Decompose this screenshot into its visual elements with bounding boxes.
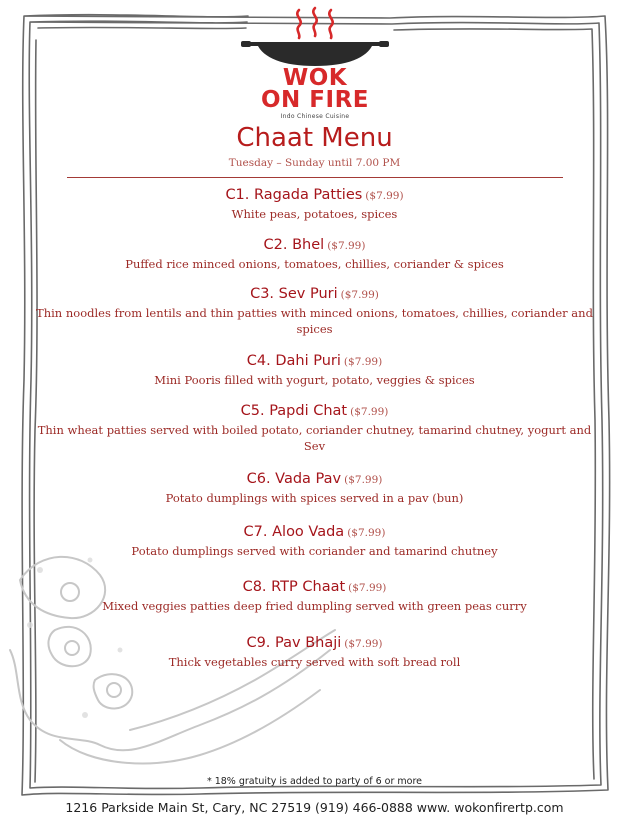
menu-item-name: C7. Aloo Vada <box>243 524 345 540</box>
menu-item-c3 <box>30 285 599 337</box>
menu-item-title <box>30 470 599 489</box>
gratuity-note: * 18% gratuity is added to party of 6 or more <box>206 776 423 787</box>
menu-item-price: ($7.99) <box>344 474 383 486</box>
menu-item-price: ($7.99) <box>327 240 366 252</box>
menu-item-name: C4. Dahi Puri <box>246 353 341 369</box>
logo-tagline: Indo Chinese Cuisine <box>280 113 350 120</box>
menu-item-price: ($7.99) <box>343 356 383 368</box>
menu-item-name: C2. Bhel <box>263 237 325 253</box>
menu-item-price: ($7.99) <box>348 582 387 594</box>
menu-item-c7 <box>30 523 599 559</box>
menu-item-description: White peas, potatoes, spices <box>231 207 398 221</box>
menu-item-title <box>30 186 599 205</box>
menu-item-title <box>30 285 599 304</box>
menu-item-description: Puffed rice minced onions, tomatoes, chillies, coriander & spices <box>125 257 504 271</box>
menu-item-description: Thick vegetables curry served with soft bread roll <box>168 655 461 669</box>
menu-item-price: ($7.99) <box>350 406 389 418</box>
menu-item-name: C9. Pav Bhaji <box>246 635 342 651</box>
menu-item-name: C8. RTP Chaat <box>242 579 346 595</box>
menu-item-title <box>30 352 599 371</box>
menu-item-c5 <box>30 402 599 454</box>
footer-address: 1216 Parkside Main St, Cary, NC 27519 (919) 466-0888 www. wokonfirertp.com <box>65 800 564 815</box>
menu-item-name: C6. Vada Pav <box>246 471 342 487</box>
menu-item-title <box>30 578 599 597</box>
menu-item-price: ($7.99) <box>340 289 379 301</box>
menu-item-c8 <box>30 578 599 614</box>
menu-item-title <box>30 523 599 542</box>
menu-item-description: Potato dumplings served with coriander and tamarind chutney <box>131 544 498 558</box>
menu-item-title <box>30 402 599 421</box>
menu-item-title <box>30 236 599 255</box>
menu-item-c1 <box>30 186 599 222</box>
menu-item-c6 <box>30 470 599 506</box>
menu-item-description: Thin wheat patties served with boiled potato, coriander chutney, tamarind chutney, yogurt and Sev <box>37 423 592 453</box>
menu-hours: Tuesday – Sunday until 7.00 PM <box>228 157 401 169</box>
menu-item-price: ($7.99) <box>347 527 386 539</box>
menu-item-price: ($7.99) <box>344 638 383 650</box>
menu-item-price: ($7.99) <box>365 190 404 202</box>
logo-line-on-fire: ON FIRE <box>261 87 369 113</box>
menu-title: Chaat Menu <box>236 123 393 153</box>
menu-item-description: Mixed veggies patties deep fried dumpling served with green peas curry <box>102 599 527 613</box>
menu-item-c2 <box>30 236 599 272</box>
menu-item-c9 <box>30 634 599 670</box>
logo-line-wok: WOK <box>282 65 348 91</box>
menu-item-name: C1. Ragada Patties <box>225 187 363 203</box>
wok-on-fire-logo <box>239 4 391 122</box>
menu-item-description: Thin noodles from lentils and thin patties with minced onions, tomatoes, chillies, coriander and spices <box>36 306 593 336</box>
menu-item-title <box>30 634 599 653</box>
menu-item-name: C3. Sev Puri <box>250 286 338 302</box>
menu-item-description: Potato dumplings with spices served in a pav (bun) <box>165 491 464 505</box>
menu-item-c4 <box>30 352 599 388</box>
wok-icon <box>239 4 391 74</box>
divider <box>67 177 563 178</box>
menu-item-description: Mini Pooris filled with yogurt, potato, veggies & spices <box>154 373 475 387</box>
menu-item-name: C5. Papdi Chat <box>240 403 348 419</box>
